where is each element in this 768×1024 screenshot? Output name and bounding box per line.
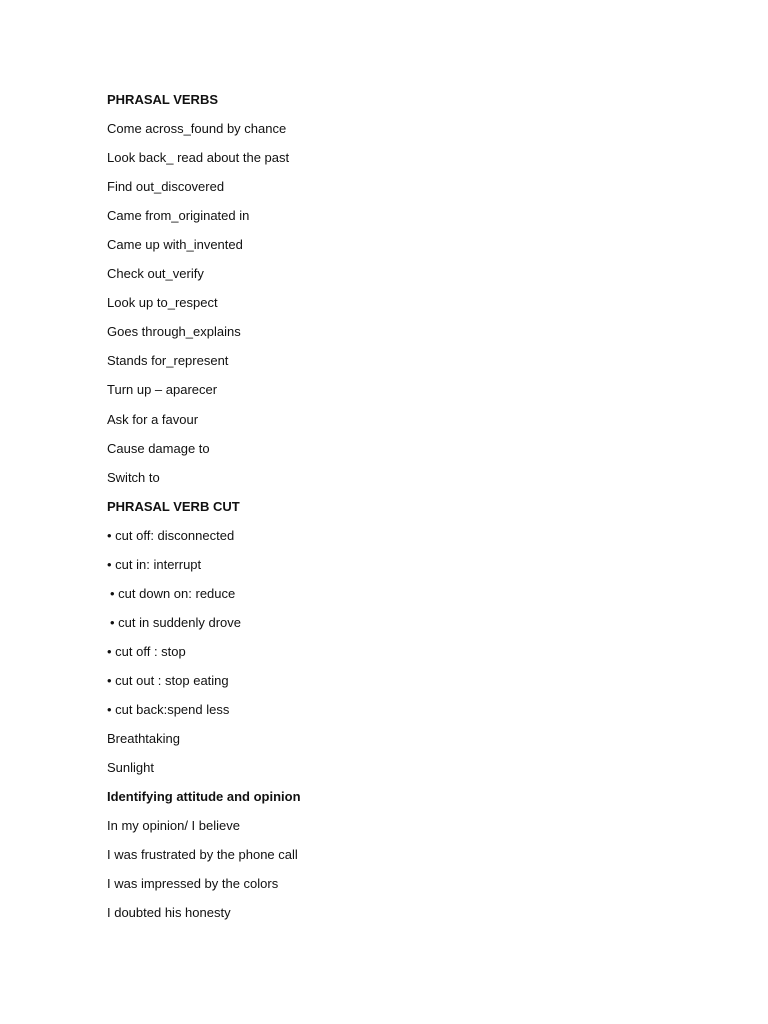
text-line: In my opinion/ I believe — [107, 818, 240, 834]
text-line: Find out_discovered — [107, 179, 225, 195]
text-line: • cut off: disconnected — [107, 527, 235, 543]
text-line: • cut out : stop eating — [107, 672, 229, 688]
text-line: Look up to_respect — [107, 295, 218, 311]
text-line: Look back_ read about the past — [107, 150, 290, 166]
document-body — [107, 90, 727, 932]
text-line: Came up with_invented — [107, 237, 243, 253]
text-line: Sunlight — [107, 760, 154, 776]
text-line: • cut down on: reduce — [110, 585, 236, 601]
text-line: Ask for a favour — [107, 411, 199, 427]
text-line: Cause damage to — [107, 440, 210, 456]
text-line: Turn up – aparecer — [107, 382, 218, 398]
text-line: Came from_originated in — [107, 208, 250, 224]
text-line: I was frustrated by the phone call — [107, 847, 298, 863]
text-line: • cut in suddenly drove — [110, 614, 242, 630]
text-line: Check out_verify — [107, 266, 204, 282]
text-line: Goes through_explains — [107, 324, 241, 340]
text-line: I was impressed by the colors — [107, 876, 279, 892]
text-line: Switch to — [107, 469, 160, 485]
section-heading: PHRASAL VERB CUT — [107, 498, 240, 514]
text-line: Stands for_represent — [107, 353, 229, 369]
text-line: • cut back:spend less — [107, 701, 230, 717]
text-line: • cut off : stop — [107, 643, 186, 659]
text-line: Breathtaking — [107, 731, 180, 747]
text-line: I doubted his honesty — [107, 905, 231, 921]
section-heading: PHRASAL VERBS — [107, 92, 219, 107]
section-heading: Identifying attitude and opinion — [107, 789, 301, 805]
text-line: • cut in: interrupt — [107, 556, 202, 572]
text-line: Come across_found by chance — [107, 121, 287, 137]
